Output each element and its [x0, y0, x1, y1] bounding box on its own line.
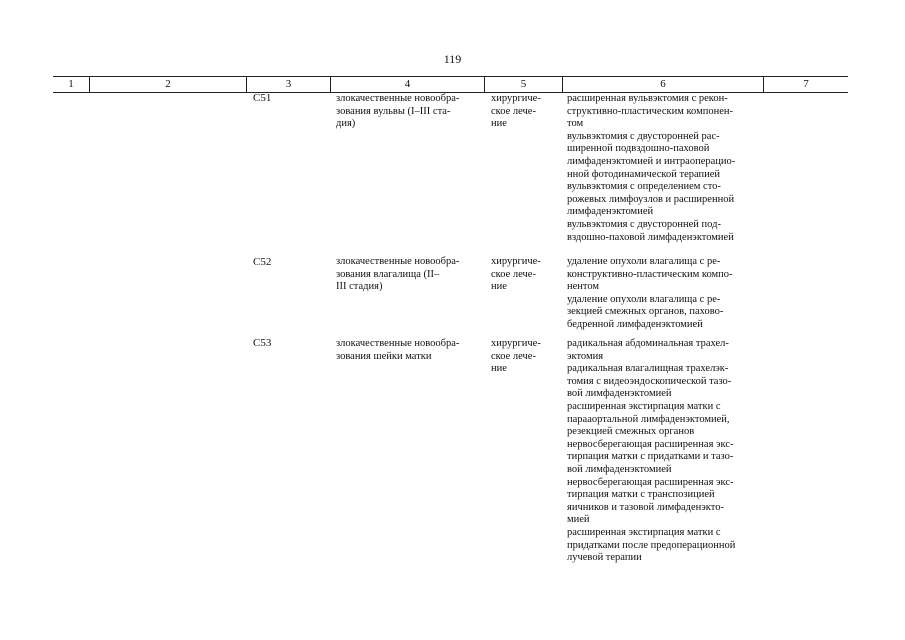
- diagnosis-code: C52: [253, 256, 272, 268]
- column-header: 4: [404, 78, 411, 90]
- diagnosis-code: C51: [253, 92, 272, 104]
- treatment-methods: расширенная вульвэктомия с рекон- структивно-пластическим компонен- том вульвэктомия с двусторонней рас- ширенной подвздошно-паховой лимфаденэктомией и интраоперацио- нной фотодинамической терапией вульвэктомия с определением сто- рожевых лимфоузлов и расширенной лимфаденэктомией вульвэктомия с двусторонней под- вздошно-паховой лимфаденэктомией: [567, 93, 736, 243]
- diagnosis-description: злокачественные новообра- зования вульвы (I–III ста- дия): [336, 93, 460, 130]
- column-header: 3: [285, 78, 292, 90]
- column-header: 5: [520, 78, 527, 90]
- column-header: 6: [660, 78, 666, 90]
- treatment-type: хирургиче- ское лече- ние: [491, 93, 541, 130]
- page-number: 119: [443, 52, 462, 66]
- diagnosis-description: злокачественные новообра- зования влагалища (II– III стадия): [336, 256, 460, 293]
- treatment-type: хирургиче- ское лече- ние: [491, 338, 541, 375]
- treatment-methods: радикальная абдоминальная трахел- эктомия радикальная влагалищная трахелэк- томия с видеоэндоскопической тазо- вой лимфаденэктомией расширенная экстирпация матки с парааортальной лимфаденэктомией, резекцией смежных органов нервосберегающая расширенная экс- тирпация матки с придатками и тазо- вой лимфаденэктомией нервосберегающая расширенная экс- тирпация матки с транспозицией яичников и тазовой лимфаденэкто- мией расширенная экстирпация матки с придатками после предоперационной лучевой терапии: [567, 338, 736, 564]
- diagnosis-code: C53: [253, 337, 272, 349]
- table-header-row: [53, 76, 848, 93]
- column-header: 1: [68, 78, 74, 90]
- treatment-methods: удаление опухоли влагалища с ре- конструктивно-пластическим компо- нентом удаление опухоли влагалища с ре- зекцией смежных органов, пахово- бедренной лимфаденэктомией: [567, 256, 733, 330]
- column-header: 7: [803, 78, 809, 90]
- treatment-type: хирургиче- ское лече- ние: [491, 256, 541, 293]
- column-header: 2: [165, 78, 171, 90]
- diagnosis-description: злокачественные новообра- зования шейки матки: [336, 338, 460, 362]
